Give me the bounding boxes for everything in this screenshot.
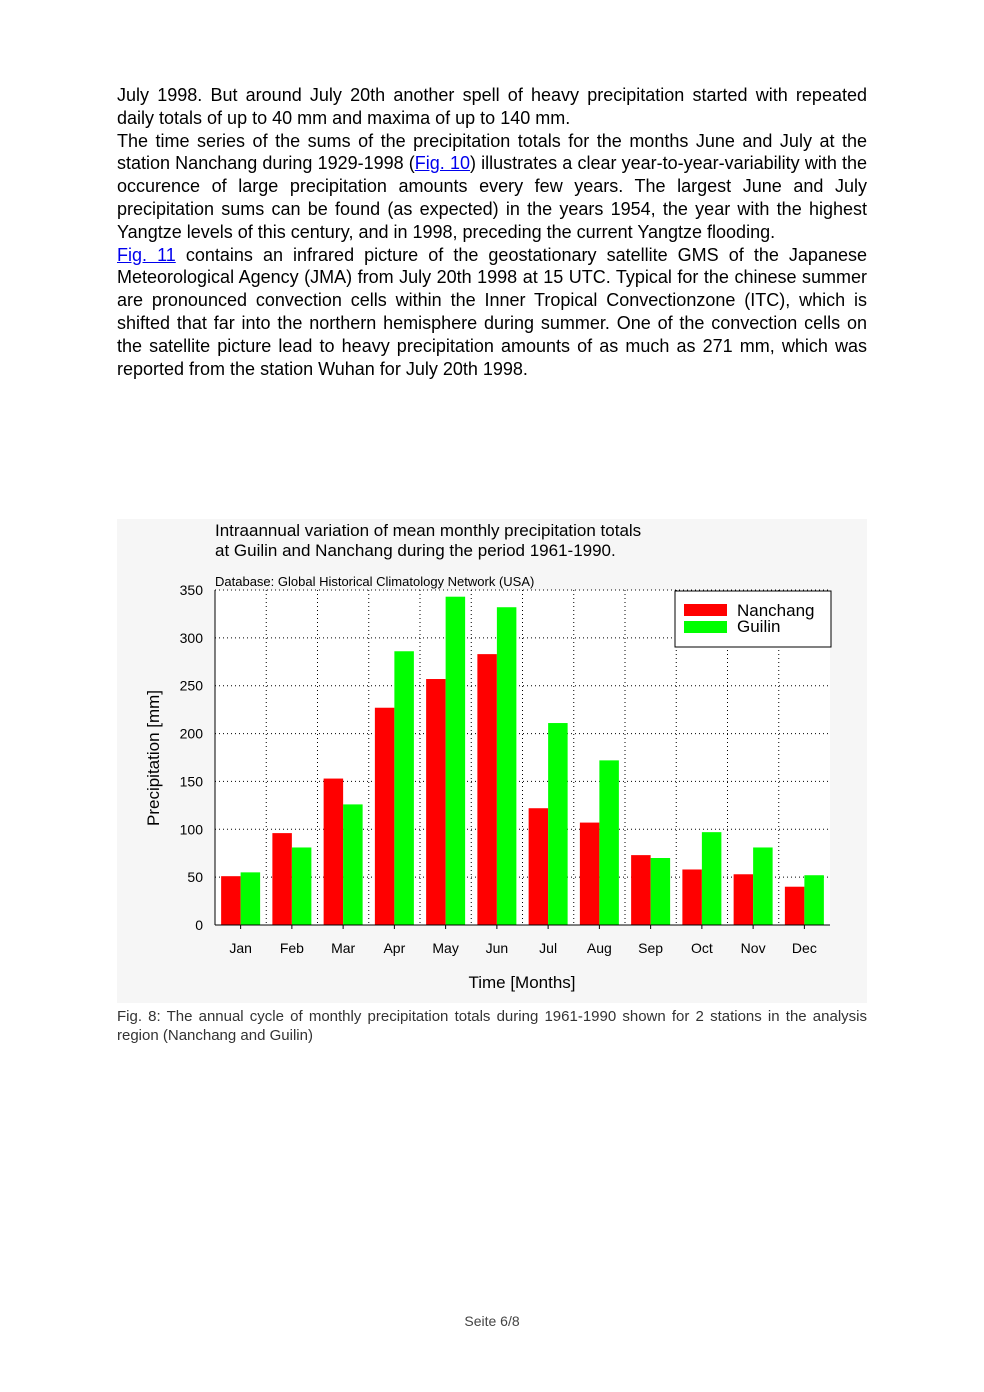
x-axis-label: Time [Months] xyxy=(468,973,576,992)
bar-guilin-feb xyxy=(292,847,312,925)
bar-guilin-sep xyxy=(651,858,671,925)
paragraph-2-start: The time series of the sums of the precipitation totals for the months June and July at the station Nanchang during 1929-1998 ( xyxy=(117,130,867,174)
bar-nanchang-jan xyxy=(221,876,241,925)
x-tick-oct: Oct xyxy=(690,940,713,956)
legend xyxy=(675,591,831,647)
x-tick-sep: Sep xyxy=(638,940,664,956)
x-tick-mar: Mar xyxy=(331,940,356,956)
bar-nanchang-nov xyxy=(734,874,754,925)
fig-10-link[interactable]: Fig. 10 xyxy=(414,153,470,174)
bar-nanchang-aug xyxy=(580,823,600,925)
chart-subtitle: Database: Global Historical Climatology Network (USA) xyxy=(215,574,535,589)
legend-swatch-nanchang xyxy=(684,604,727,616)
paragraph-2 xyxy=(117,130,867,244)
x-tick-dec: Dec xyxy=(791,940,817,956)
y-tick-150: 150 xyxy=(179,773,203,790)
chart-title-line-2: at Guilin and Nanchang during the period 1961-1990. xyxy=(215,541,616,560)
legend-label-nanchang: Nanchang xyxy=(737,601,815,620)
x-tick-labels xyxy=(229,925,816,956)
x-tick-jun: Jun xyxy=(485,940,509,956)
bar-guilin-nov xyxy=(753,847,773,925)
x-tick-may: May xyxy=(432,940,459,956)
legend-swatch-guilin xyxy=(684,621,727,633)
paragraph-1: July 1998. But around July 20th another spell of heavy precipitation started with repeated daily totals of up to 40 mm and maxima of up to 140 mm. xyxy=(117,85,867,128)
paragraph-2-end: ) illustrates a clear year-to-year-variability with the occurence of large precipitation amounts every few years. The largest June and July precipitation sums can be found (as expected) in the years 1954, the year with the highest Yangtze levels of this century, and in 1998, preceding the current Yangtze flooding. xyxy=(117,153,867,242)
x-tick-apr: Apr xyxy=(383,940,406,956)
x-tick-aug: Aug xyxy=(586,940,612,956)
figure-caption: Fig. 8: The annual cycle of monthly precipitation totals during 1961-1990 shown for 2 stations in the analysis region (Nanchang and Guilin) xyxy=(117,1008,867,1044)
bar-guilin-oct xyxy=(702,832,722,925)
bar-nanchang-feb xyxy=(272,833,292,925)
x-tick-jan: Jan xyxy=(229,940,252,956)
bar-nanchang-may xyxy=(426,679,446,925)
bar-nanchang-sep xyxy=(631,855,651,925)
chart-svg xyxy=(117,519,867,1003)
y-tick-0: 0 xyxy=(195,917,203,933)
y-tick-250: 250 xyxy=(179,677,203,694)
bar-guilin-may xyxy=(446,597,466,925)
bar-guilin-jan xyxy=(241,872,261,925)
bar-nanchang-dec xyxy=(785,887,805,925)
page-footer: Seite 6/8 xyxy=(464,1313,520,1329)
y-tick-350: 350 xyxy=(179,582,203,598)
bar-guilin-aug xyxy=(599,760,619,925)
bar-nanchang-jul xyxy=(529,808,549,925)
precipitation-chart xyxy=(117,519,867,1003)
bar-nanchang-mar xyxy=(324,779,344,925)
bar-nanchang-apr xyxy=(375,708,395,925)
fig-11-link[interactable]: Fig. 11 xyxy=(117,244,176,265)
y-tick-100: 100 xyxy=(179,821,203,838)
paragraph-3-text: contains an infrared picture of the geostationary satellite GMS of the Japanese Meteorological Agency (JMA) from July 20th 1998 at 15 UTC. Typical for the chinese summer are pronounced convection cells within the Inner Tropical Convectionzone (ITC), which is shifted that far into the northern hemisphere during summer. One of the convection cells on the satellite picture lead to heavy precipitation amounts of as much as 271 mm, which was reported from the station Wuhan for July 20th 1998. xyxy=(117,244,867,379)
body-text xyxy=(117,84,867,380)
bar-guilin-jul xyxy=(548,723,568,925)
paragraph-3 xyxy=(117,244,867,381)
y-tick-300: 300 xyxy=(179,629,203,646)
y-tick-50: 50 xyxy=(187,869,203,886)
bar-guilin-jun xyxy=(497,607,517,925)
bar-nanchang-oct xyxy=(682,869,702,925)
x-tick-jul: Jul xyxy=(539,940,558,956)
bar-guilin-mar xyxy=(343,804,363,925)
y-axis-label: Precipitation [mm] xyxy=(144,689,163,827)
y-tick-200: 200 xyxy=(179,725,203,742)
x-tick-feb: Feb xyxy=(279,940,304,956)
y-tick-labels xyxy=(180,582,204,933)
legend-label-guilin: Guilin xyxy=(737,617,781,636)
x-tick-nov: Nov xyxy=(740,940,766,956)
bar-guilin-apr xyxy=(394,651,414,925)
bar-nanchang-jun xyxy=(477,654,497,925)
chart-title-line-1: Intraannual variation of mean monthly precipitation totals xyxy=(215,521,642,540)
bar-guilin-dec xyxy=(804,875,824,925)
